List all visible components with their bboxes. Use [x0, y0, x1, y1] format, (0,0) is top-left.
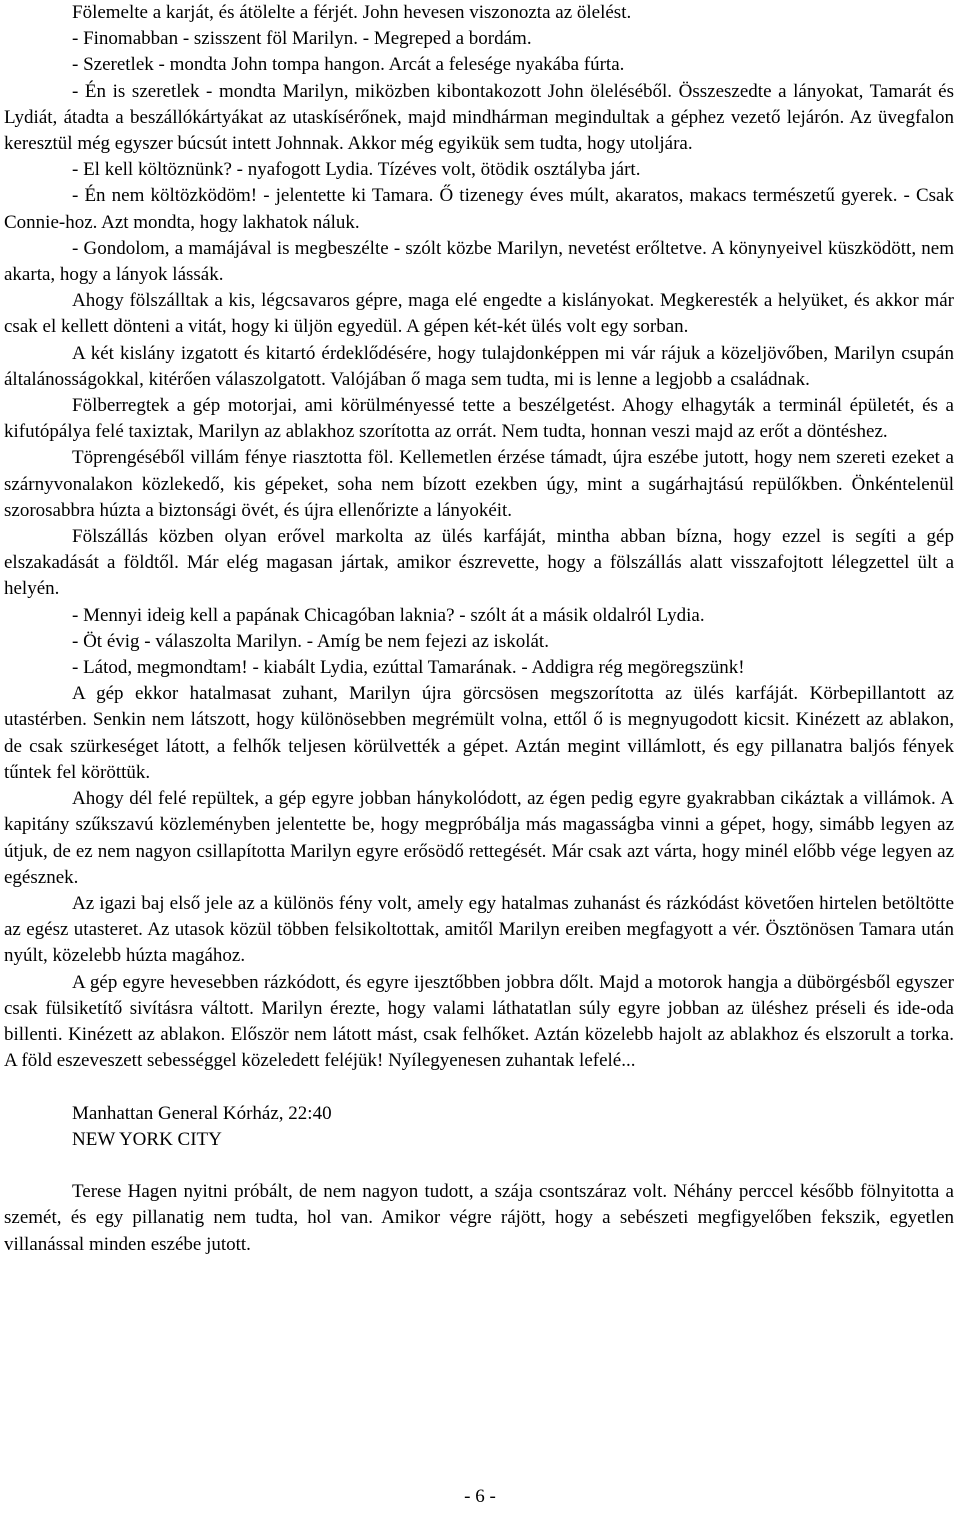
paragraph: A két kislány izgatott és kitartó érdeklődésére, hogy tulajdonképpen mi vár rájuk a közeljövőben, Marilyn csupán általánosságokkal, kitérően válaszolgatott. Valójában ő maga sem tudta, mi is lenne a legjobb a családnak. — [4, 342, 954, 390]
section-gap — [4, 1074, 954, 1100]
section-gap — [4, 1153, 954, 1179]
location-line: Manhattan General Kórház, 22:40 — [72, 1102, 332, 1124]
paragraph: Ahogy dél felé repültek, a gép egyre jobban hánykolódott, az égen pedig egyre gyakrabban cikáztak a villámok. A kapitány szűkszavú közleményben jelentette be, hogy megpróbálja más magasságba vinni a gépet, hogy, simább legyen az útjuk, de ez nem nagyon csillapította Marilyn egyre erősödő rettegését. Már csak azt várta, hogy minél előbb vége legyen az egésznek. — [4, 788, 954, 888]
paragraph: - Gondolom, a mamájával is megbeszélte - szólt közbe Marilyn, nevetést erőltetve. A könynyeivel küszködött, nem akarta, hogy a lányok lássák. — [4, 237, 954, 286]
city-line: NEW YORK CITY — [72, 1128, 222, 1150]
paragraph: - Öt évig - válaszolta Marilyn. - Amíg be nem fejezi az iskolát. — [72, 630, 549, 652]
paragraph: A gép egyre hevesebben rázkódott, és egyre ijesztőbben jobbra dőlt. Majd a motorok hangja a dübörgésből egyszer csak fülsiketítő sivításra váltott. Marilyn érezte, hogy valami láthatatlan súly egyre jobban az üléshez préseli és ide-oda billenti. Kinézett az ablakon. Először nem látott mást, csak felhőket. Aztán közelebb hajolt az ablakhoz és elszorult a torka. A föld eszeveszett sebességgel közeledett feléjük! Nyílegyenesen zuhantak lefelé... — [4, 971, 954, 1072]
paragraph: Ahogy fölszálltak a kis, légcsavaros gépre, maga elé engedte a kislányokat. Megkeresték a helyüket, és akkor már csak el kellett dönteni a vitát, hogy ki üljön egyedül. A gépen két-két ülés volt egy sorban. — [4, 290, 954, 338]
paragraph: - Látod, megmondtam! - kiabált Lydia, ezúttal Tamarának. - Addigra rég megöregszünk! — [72, 657, 745, 679]
paragraph: Az igazi baj első jele az a különös fény volt, amely egy hatalmas zuhanást és rázkódást követően hirtelen betöltötte az egész utasteret. Az utasok közül többen felsikoltottak, amitől Marilyn ereiben megfagyott a vér. Ösztönösen Tamara után nyúlt, közelebb húzta magához. — [4, 892, 954, 967]
paragraph: A gép ekkor hatalmasat zuhant, Marilyn újra görcsösen megszorította az ülés karfáját. Körbepillantott az utastérben. Senkin nem látszott, hogy különösebben megrémült volna, ettől ő is megnyugodott kicsit. Kinézett az ablakon, de csak szürkeséget látott, a felhők teljesen körülvették a gépet. Aztán megint villámlott, és egy pillanatra baljós fények tűntek fel köröttük. — [4, 683, 954, 783]
final-paragraph: Terese Hagen nyitni próbált, de nem nagyon tudott, a szája csontszáraz volt. Néhány perccel később fölnyitotta a szemét, és egy pillanatig nem tudta, hol van. Amikor végre rájött, hogy a sebészeti megfigyelőben fekszik, egyetlen villanással minden eszébe jutott. — [4, 1181, 954, 1255]
paragraph: - Mennyi ideig kell a papának Chicagóban laknia? - szólt át a másik oldalról Lydia. — [72, 604, 705, 626]
paragraph-list — [4, 0, 954, 1074]
text-body — [4, 0, 954, 1258]
paragraph: - Szeretlek - mondta John tompa hangon. Arcát a felesége nyakába fúrta. — [72, 54, 625, 76]
paragraph: Fölszállás közben olyan erővel markolta az ülés karfáját, mintha abban bízna, hogy ezzel is segíti a gép elszakadását a földtől. Már elég magasan jártak, amikor észrevette, hogy a fölszállás alatt visszafojtott lélegzettel ült a helyén. — [4, 526, 954, 600]
paragraph: - Én is szeretlek - mondta Marilyn, miközben kibontakozott John öleléséből. Összeszedte a lányokat, Tamarát és Lydiát, átadta a beszállókártyákat az utaskísérőnek, majd mindhárman megindultak a géphez vezető lejárón. Az üvegfalon keresztül még egyszer búcsút intett Johnnak. Akkor még egyikük sem tudta, hogy utoljára. — [4, 80, 954, 155]
paragraph: Fölberregtek a gép motorjai, ami körülményessé tette a beszélgetést. Ahogy elhagyták a terminál épületét, és a kifutópálya felé taxiztak, Marilyn az ablakhoz szorította az orrát. Nem tudta, honnan veszi majd az erőt a döntéshez. — [4, 395, 954, 443]
paragraph: - Én nem költözködöm! - jelentette ki Tamara. Ő tizenegy éves múlt, akaratos, makacs természetű gyerek. - Csak Connie-hoz. Azt mondta, hogy lakhatok náluk. — [4, 185, 954, 233]
paragraph: - El kell költöznünk? - nyafogott Lydia. Tízéves volt, ötödik osztályba járt. — [72, 159, 641, 181]
paragraph: Töprengéséből villám fénye riasztotta föl. Kellemetlen érzése támadt, újra eszébe jutott, hogy nem szereti ezeket a szárnyvonalakon közlekedő, kis gépeket, soha nem bízott ezekben úgy, mint a sugárhajtású repülőkben. Önkéntelenül szorosabbra húzta a biztonsági övét, és újra ellenőrizte a lányokéit. — [4, 447, 954, 521]
page-number: - 6 - — [464, 1486, 496, 1507]
paragraph: - Finomabban - szisszent föl Marilyn. - Megreped a bordám. — [72, 28, 532, 50]
paragraph: Fölemelte a karját, és átölelte a férjét. John hevesen viszonozta az ölelést. — [72, 2, 632, 23]
